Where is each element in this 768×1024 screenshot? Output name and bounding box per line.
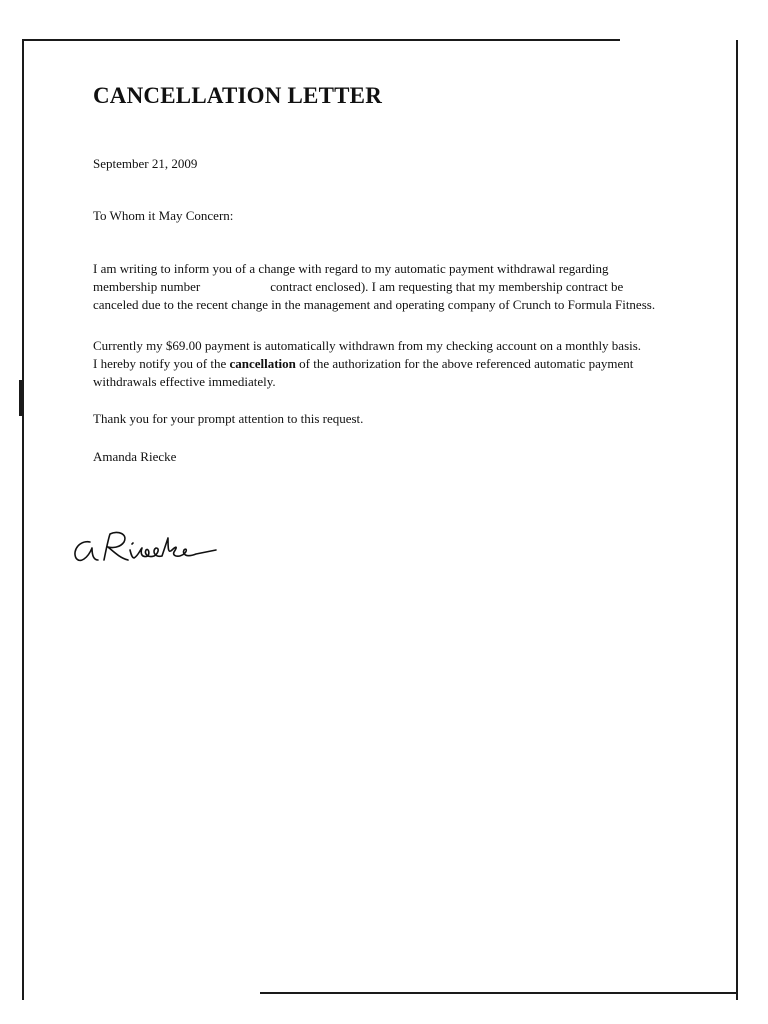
paragraph-2-line-1: Currently my $69.00 payment is automatically withdrawn from my checking account on a monthly basis. — [93, 338, 642, 353]
paragraph-1-line-2 — [93, 278, 708, 296]
scan-mark — [19, 380, 23, 416]
right-border-line — [736, 40, 738, 1000]
paragraph-1-line-2-rest: contract enclosed). I am requesting that my membership contract be — [270, 279, 624, 294]
paragraph-2-line-2-rest: of the authorization for the above referenced automatic payment — [299, 356, 634, 371]
letter-body — [93, 82, 708, 464]
paragraph-2 — [93, 337, 708, 391]
sender-name: Amanda Riecke — [93, 449, 177, 464]
salutation: To Whom it May Concern: — [93, 208, 234, 223]
bottom-border-line — [260, 992, 736, 994]
membership-number-label: membership number — [93, 279, 201, 294]
left-border-line — [22, 40, 24, 1000]
letter-date: September 21, 2009 — [93, 156, 198, 171]
handwritten-signature — [68, 520, 218, 570]
letter-title: CANCELLATION LETTER — [93, 83, 383, 108]
paragraph-2-line-3: withdrawals effective immediately. — [93, 374, 276, 389]
closing-line: Thank you for your prompt attention to this request. — [93, 411, 364, 426]
paragraph-2-line-2-start: I hereby notify you of the — [93, 356, 227, 371]
cancellation-emphasis: cancellation — [229, 356, 296, 371]
paragraph-1-line-1: I am writing to inform you of a change with regard to my automatic payment withdrawal regarding — [93, 261, 609, 276]
paragraph-1-line-3: canceled due to the recent change in the management and operating company of Crunch to Formula Fitness. — [93, 297, 656, 312]
paragraph-1 — [93, 260, 708, 314]
paragraph-2-line-2 — [93, 355, 708, 373]
top-border-line — [22, 39, 620, 41]
